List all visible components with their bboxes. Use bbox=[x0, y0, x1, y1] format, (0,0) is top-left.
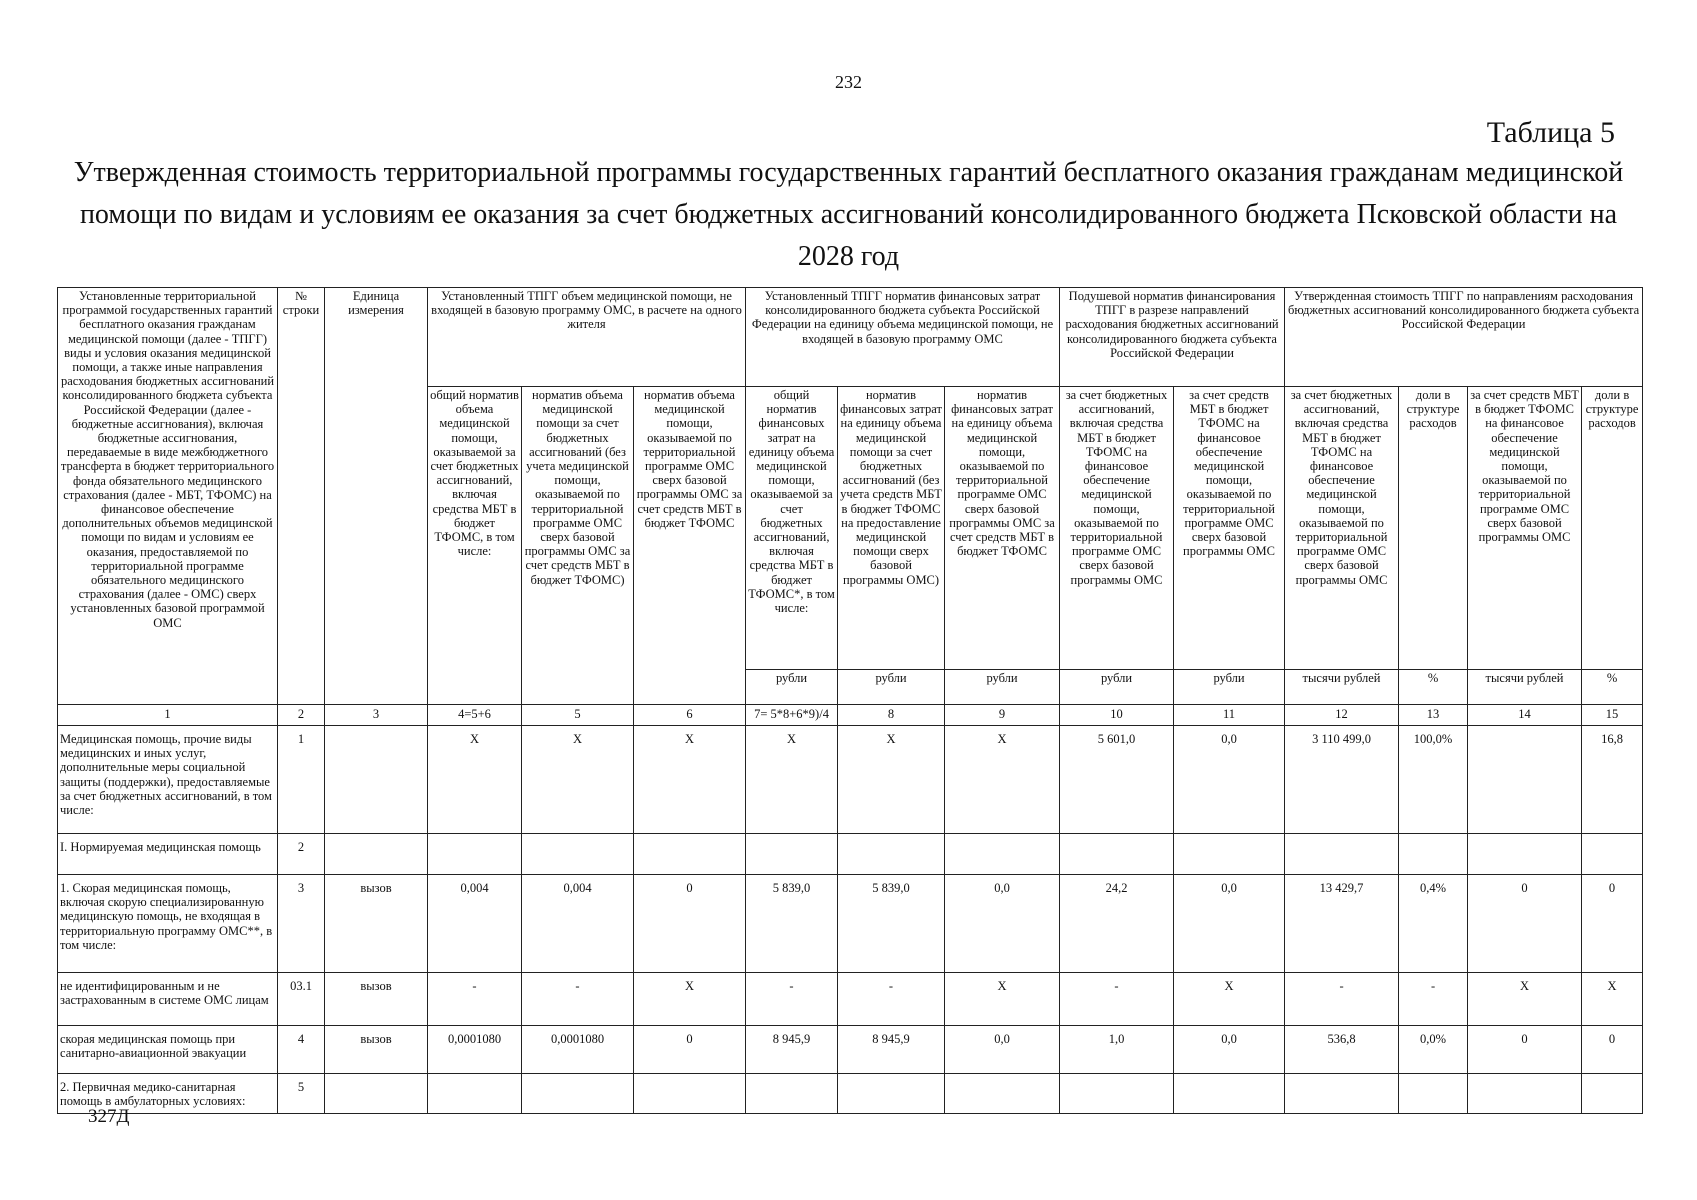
table-row bbox=[58, 973, 1643, 1026]
table-cell: 5 839,0 bbox=[838, 875, 945, 973]
table-cell: 0,0001080 bbox=[428, 1026, 522, 1074]
header-unit-cell: % bbox=[1582, 670, 1643, 705]
column-number: 15 bbox=[1582, 705, 1643, 726]
table-cell: 5 839,0 bbox=[746, 875, 838, 973]
header-sub: норматив финансовых затрат на единицу объема медицинской помощи за счет бюджетных ассигнований (без учета средств МБТ в бюджет ТФОМС на предоставление медицинской помощи сверх базовой программы ОМС) bbox=[838, 387, 945, 670]
header-unit-cell: тысячи рублей bbox=[1468, 670, 1582, 705]
column-number: 7= 5*8+6*9)/4 bbox=[746, 705, 838, 726]
table-cell: - bbox=[428, 973, 522, 1026]
table-cell: - bbox=[746, 973, 838, 1026]
table-cell: 0,004 bbox=[522, 875, 634, 973]
table-cell: 0,0% bbox=[1399, 1026, 1468, 1074]
table-cell: 3 110 499,0 bbox=[1285, 726, 1399, 834]
budget-table bbox=[57, 287, 1643, 1114]
table-cell: вызов bbox=[325, 973, 428, 1026]
table-row bbox=[58, 1026, 1643, 1074]
table-cell: 2 bbox=[278, 834, 325, 875]
table-cell bbox=[746, 1074, 838, 1114]
table-cell: 2. Первичная медико-санитарная помощь в амбулаторных условиях: bbox=[58, 1074, 278, 1114]
table-cell: 13 429,7 bbox=[1285, 875, 1399, 973]
table-label: Таблица 5 bbox=[1486, 116, 1615, 149]
header-group-volume: Установленный ТПГГ объем медицинской помощи, не входящей в базовую программу ОМС, в расчете на одного жителя bbox=[428, 288, 746, 387]
column-number: 14 bbox=[1468, 705, 1582, 726]
header-sub: общий норматив объема медицинской помощи, оказываемой за счет бюджетных ассигнований, включая средства МБТ в бюджет ТФОМС, в том числе: bbox=[428, 387, 522, 705]
column-number: 13 bbox=[1399, 705, 1468, 726]
table-cell bbox=[1468, 834, 1582, 875]
header-sub: норматив финансовых затрат на единицу объема медицинской помощи, оказываемой по территориальной программе ОМС сверх базовой программы ОМС за счет средств МБТ в бюджет ТФОМС bbox=[945, 387, 1060, 670]
table-cell: 0,0 bbox=[1174, 875, 1285, 973]
table-cell bbox=[838, 1074, 945, 1114]
table-cell: 0 bbox=[1468, 875, 1582, 973]
column-number: 11 bbox=[1174, 705, 1285, 726]
table-cell: 8 945,9 bbox=[838, 1026, 945, 1074]
column-number: 5 bbox=[522, 705, 634, 726]
table-cell: 0 bbox=[1582, 875, 1643, 973]
column-number: 1 bbox=[58, 705, 278, 726]
header-sub: норматив объема медицинской помощи, оказываемой по территориальной программе ОМС сверх базовой программы ОМС за счет средств МБТ в бюджет ТФОМС bbox=[634, 387, 746, 705]
table-cell: X bbox=[634, 726, 746, 834]
table-cell bbox=[522, 1074, 634, 1114]
column-number: 2 bbox=[278, 705, 325, 726]
table-cell: вызов bbox=[325, 875, 428, 973]
column-number: 8 bbox=[838, 705, 945, 726]
header-sub: за счет средств МБТ в бюджет ТФОМС на финансовое обеспечение медицинской помощи, оказываемой по территориальной программе ОМС сверх базовой программы ОМС bbox=[1174, 387, 1285, 670]
table-cell: 4 bbox=[278, 1026, 325, 1074]
table-cell: 536,8 bbox=[1285, 1026, 1399, 1074]
table-cell bbox=[1468, 1074, 1582, 1114]
table-cell: 1 bbox=[278, 726, 325, 834]
table-cell: 5 bbox=[278, 1074, 325, 1114]
table-cell: - bbox=[1399, 973, 1468, 1026]
header-sub: за счет бюджетных ассигнований, включая средства МБТ в бюджет ТФОМС на финансовое обеспечение медицинской помощи, оказываемой по территориальной программе ОМС сверх базовой программы ОМС bbox=[1285, 387, 1399, 670]
table-cell: X bbox=[1582, 973, 1643, 1026]
table-row bbox=[58, 834, 1643, 875]
table-cell: Медицинская помощь, прочие виды медицинских и иных услуг, дополнительные меры социальной защиты (поддержки), предоставляемые за счет бюджетных ассигнований, в том числе: bbox=[58, 726, 278, 834]
table-cell: 0,4% bbox=[1399, 875, 1468, 973]
table-cell: 0,0 bbox=[1174, 1026, 1285, 1074]
table-cell bbox=[1174, 1074, 1285, 1114]
table-cell: не идентифицированным и не застрахованным в системе ОМС лицам bbox=[58, 973, 278, 1026]
table-cell: 0,0 bbox=[945, 875, 1060, 973]
table-cell: X bbox=[428, 726, 522, 834]
table-row bbox=[58, 875, 1643, 973]
table-cell bbox=[325, 1074, 428, 1114]
table-cell: 8 945,9 bbox=[746, 1026, 838, 1074]
header-unit-cell: рубли bbox=[945, 670, 1060, 705]
header-sub: за счет средств МБТ в бюджет ТФОМС на финансовое обеспечение медицинской помощи, оказываемой по территориальной программе ОМС сверх базовой программы ОМС bbox=[1468, 387, 1582, 670]
header-sub: норматив объема медицинской помощи за счет бюджетных ассигнований (без учета медицинской помощи, оказываемой по территориальной программе ОМС сверх базовой программы ОМС за счет средств МБТ в бюджет ТФОМС) bbox=[522, 387, 634, 705]
table-cell bbox=[325, 834, 428, 875]
table-cell bbox=[522, 834, 634, 875]
table-cell: вызов bbox=[325, 1026, 428, 1074]
table-cell: - bbox=[522, 973, 634, 1026]
table-cell bbox=[1582, 1074, 1643, 1114]
header-col1: Установленные территориальной программой государственных гарантий бесплатного оказания гражданам медицинской помощи (далее - ТПГГ) виды и условия оказания медицинской помощи, а также иные направления расходования бюджетных ассигнований консолидированного бюджета субъекта Российской Федерации (далее - бюджетные ассигнования), включая бюджетные ассигнования, передаваемые в виде межбюджетного трансферта в бюджет территориального фонда обязательного медицинского страхования (далее - МБТ, ТФОМС) на финансовое обеспечение дополнительных объемов медицинской помощи по видам и условиям ее оказания, предоставляемой по территориальной программе обязательного медицинского страхования (далее - ОМС) сверх установленных базовой программой ОМС bbox=[58, 288, 278, 705]
table-cell: - bbox=[1060, 973, 1174, 1026]
table-cell: X bbox=[522, 726, 634, 834]
table-cell: 0,0001080 bbox=[522, 1026, 634, 1074]
table-cell bbox=[634, 1074, 746, 1114]
table-cell bbox=[1060, 1074, 1174, 1114]
table-row bbox=[58, 726, 1643, 834]
table-cell: X bbox=[1468, 973, 1582, 1026]
table-cell: 100,0% bbox=[1399, 726, 1468, 834]
table-cell bbox=[1174, 834, 1285, 875]
table-cell: 0 bbox=[1582, 1026, 1643, 1074]
table-cell: X bbox=[634, 973, 746, 1026]
table-cell bbox=[634, 834, 746, 875]
table-cell: X bbox=[1174, 973, 1285, 1026]
table-cell: X bbox=[945, 726, 1060, 834]
column-number: 6 bbox=[634, 705, 746, 726]
table-cell: X bbox=[838, 726, 945, 834]
table-cell: скорая медицинская помощь при санитарно-авиационной эвакуации bbox=[58, 1026, 278, 1074]
header-unit-cell: рубли bbox=[1060, 670, 1174, 705]
column-number: 9 bbox=[945, 705, 1060, 726]
table-cell: 0 bbox=[634, 875, 746, 973]
table-cell: 0,004 bbox=[428, 875, 522, 973]
header-group-cost-norm: Установленный ТПГГ норматив финансовых затрат консолидированного бюджета субъекта Российской Федерации на единицу объема медицинской помощи, не входящей в базовую программу ОМС bbox=[746, 288, 1060, 387]
header-unit: Единица измерения bbox=[325, 288, 428, 705]
table-cell bbox=[1399, 1074, 1468, 1114]
header-unit-cell: рубли bbox=[746, 670, 838, 705]
table-cell: - bbox=[838, 973, 945, 1026]
table-cell bbox=[1468, 726, 1582, 834]
table-cell bbox=[325, 726, 428, 834]
table-cell: X bbox=[746, 726, 838, 834]
table-cell: 0 bbox=[634, 1026, 746, 1074]
table-cell: 24,2 bbox=[1060, 875, 1174, 973]
table-cell: 03.1 bbox=[278, 973, 325, 1026]
table-cell bbox=[1285, 1074, 1399, 1114]
table-cell bbox=[1285, 834, 1399, 875]
header-sub: общий норматив финансовых затрат на единицу объема медицинской помощи, оказываемой за счет бюджетных ассигнований, включая средства МБТ в бюджет ТФОМС*, в том числе: bbox=[746, 387, 838, 670]
table-cell bbox=[746, 834, 838, 875]
table-cell: - bbox=[1285, 973, 1399, 1026]
column-number: 3 bbox=[325, 705, 428, 726]
table-cell bbox=[1060, 834, 1174, 875]
header-sub: за счет бюджетных ассигнований, включая средства МБТ в бюджет ТФОМС на финансовое обеспечение медицинской помощи, оказываемой по территориальной программе ОМС сверх базовой программы ОМС bbox=[1060, 387, 1174, 670]
table-cell: 0,0 bbox=[945, 1026, 1060, 1074]
table-cell bbox=[838, 834, 945, 875]
table-cell: 5 601,0 bbox=[1060, 726, 1174, 834]
table-cell: 1. Скорая медицинская помощь, включая скорую специализированную медицинскую помощь, не входящая в территориальную программу ОМС**, в том числе: bbox=[58, 875, 278, 973]
table-cell: 1,0 bbox=[1060, 1026, 1174, 1074]
page-title: Утвержденная стоимость территориальной программы государственных гарантий бесплатного оказания гражданам медицинской помощи по видам и условиям ее оказания за счет бюджетных ассигнований консолидированного бюджета Псковской области на 2028 год bbox=[73, 157, 1624, 272]
header-row-number: № строки bbox=[278, 288, 325, 705]
table-cell: X bbox=[945, 973, 1060, 1026]
table-row bbox=[58, 1074, 1643, 1114]
column-number: 12 bbox=[1285, 705, 1399, 726]
table-cell bbox=[1582, 834, 1643, 875]
table-cell: 3 bbox=[278, 875, 325, 973]
footer-code: 327Д bbox=[88, 1106, 130, 1127]
column-number: 10 bbox=[1060, 705, 1174, 726]
table-cell: I. Нормируемая медицинская помощь bbox=[58, 834, 278, 875]
table-cell bbox=[428, 1074, 522, 1114]
table-cell bbox=[428, 834, 522, 875]
table-cell bbox=[945, 1074, 1060, 1114]
table-cell bbox=[1399, 834, 1468, 875]
page-number: 232 bbox=[835, 72, 862, 92]
header-sub: доли в структуре расходов bbox=[1582, 387, 1643, 670]
header-sub: доли в структуре расходов bbox=[1399, 387, 1468, 670]
table-cell: 0,0 bbox=[1174, 726, 1285, 834]
header-unit-cell: рубли bbox=[1174, 670, 1285, 705]
column-number: 4=5+6 bbox=[428, 705, 522, 726]
header-unit-cell: рубли bbox=[838, 670, 945, 705]
table-cell: 0 bbox=[1468, 1026, 1582, 1074]
header-group-approved-cost: Утвержденная стоимость ТПГГ по направлениям расходования бюджетных ассигнований консолидированного бюджета субъекта Российской Федерации bbox=[1285, 288, 1643, 387]
header-group-per-capita: Подушевой норматив финансирования ТПГГ в разрезе направлений расходования бюджетных ассигнований консолидированного бюджета субъекта Российской Федерации bbox=[1060, 288, 1285, 387]
header-unit-cell: тысячи рублей bbox=[1285, 670, 1399, 705]
header-unit-cell: % bbox=[1399, 670, 1468, 705]
table-cell bbox=[945, 834, 1060, 875]
table-cell: 16,8 bbox=[1582, 726, 1643, 834]
